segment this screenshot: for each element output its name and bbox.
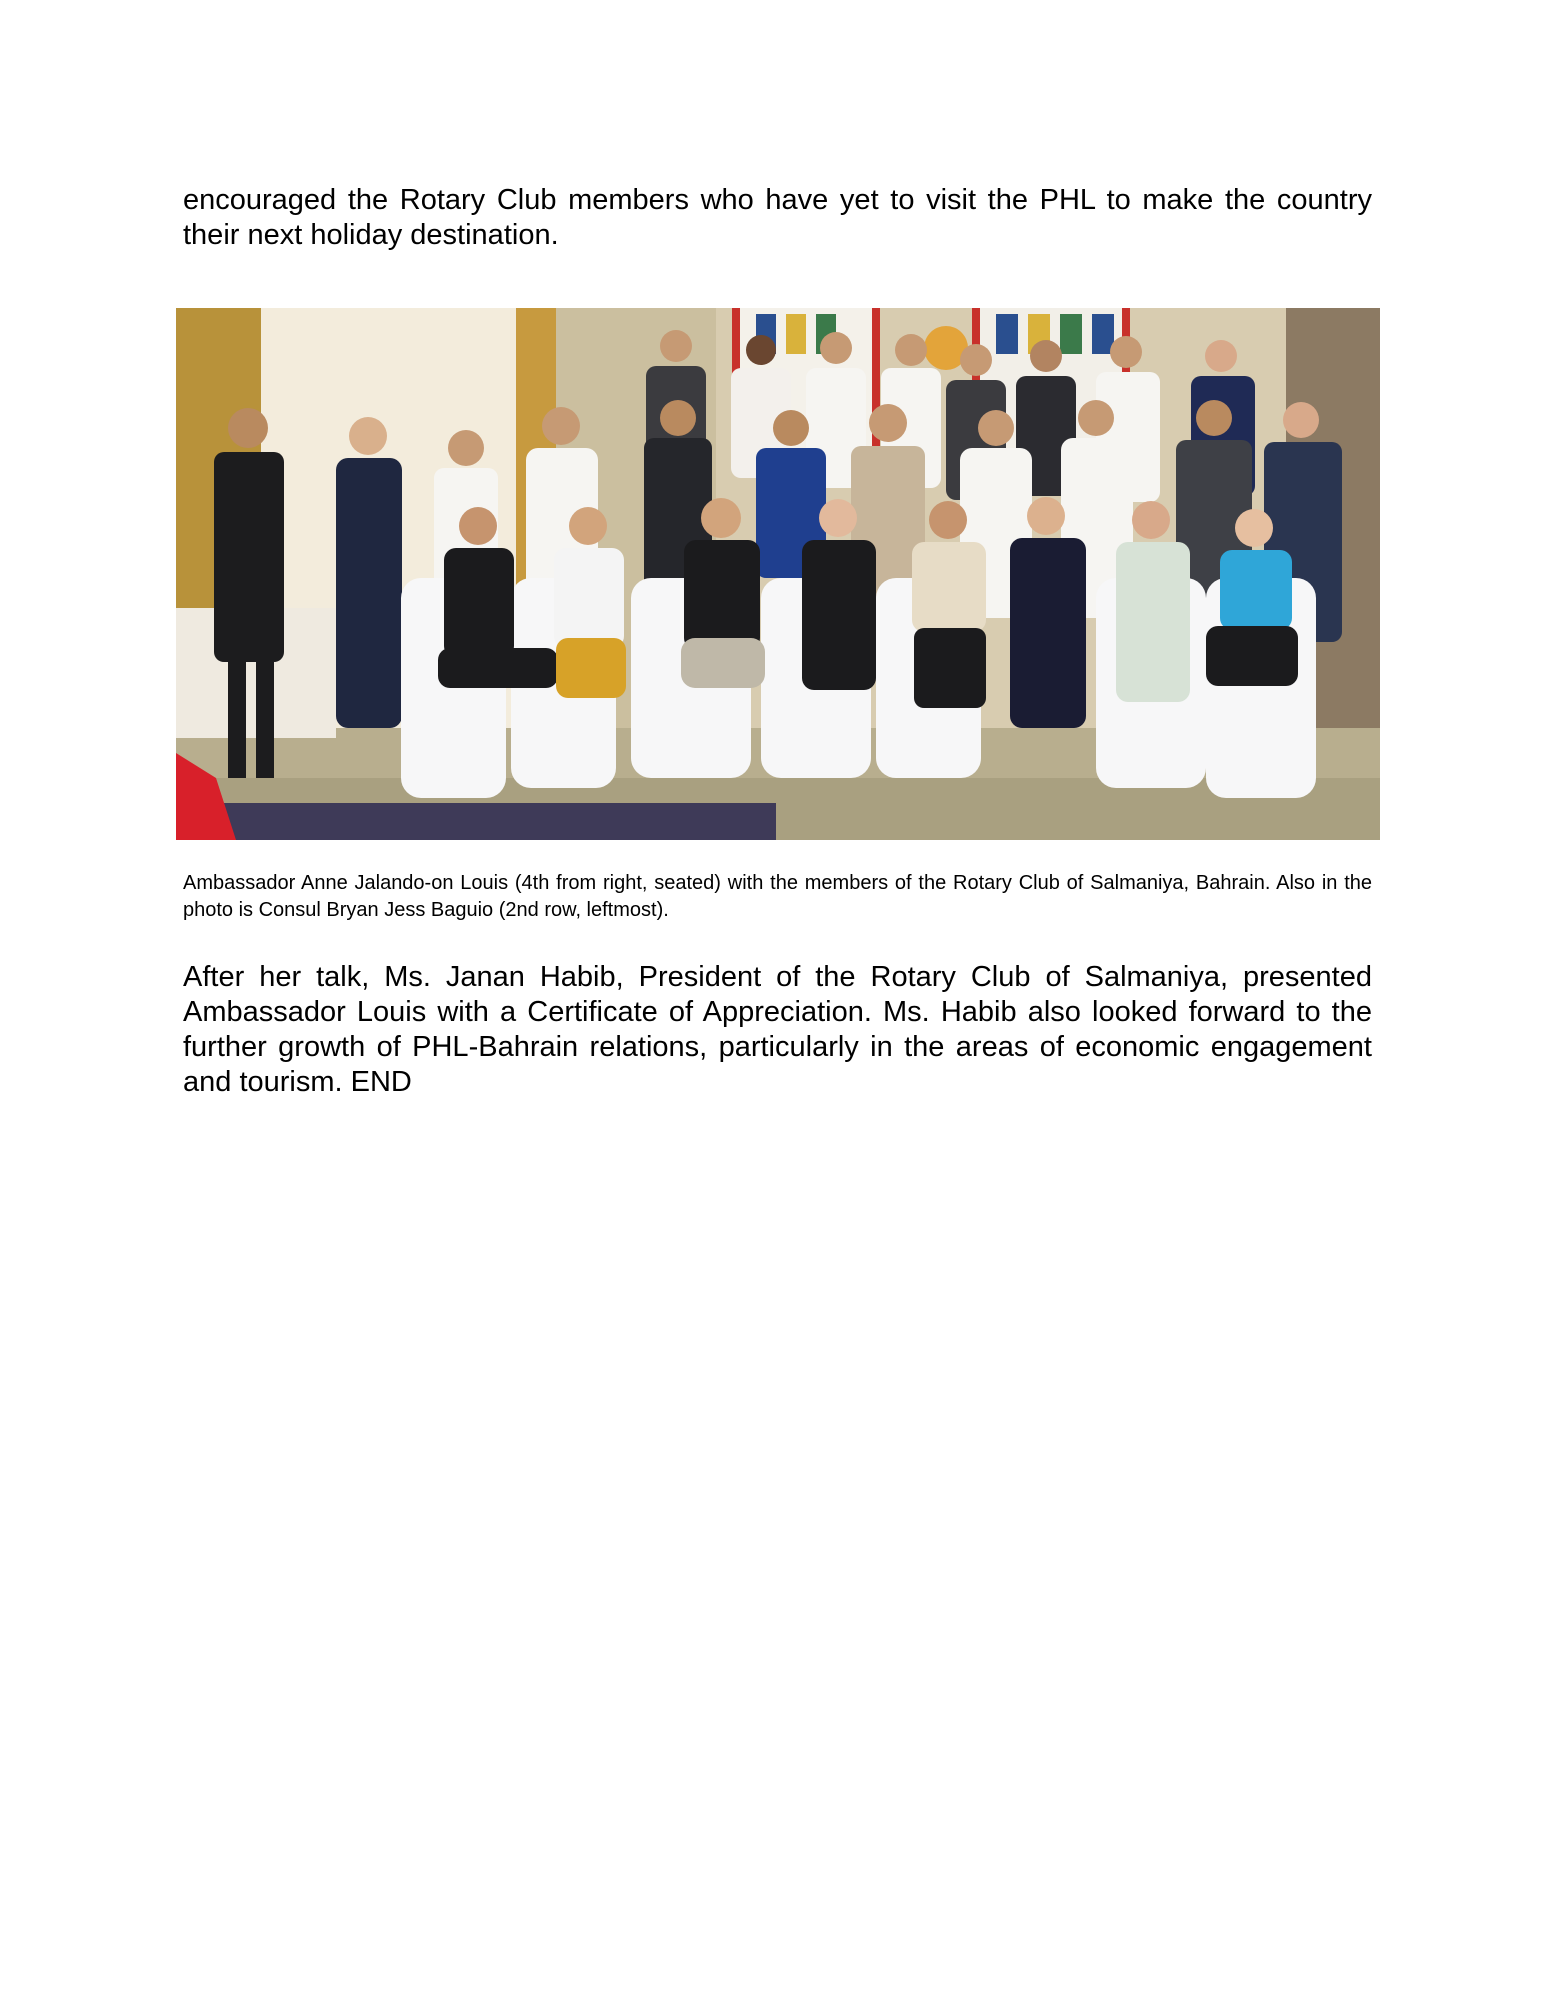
photo-caption: Ambassador Anne Jalando-on Louis (4th from right, seated) with the members of the Rotary Club of Salmaniya, Bahrain. Also in the photo is Consul Bryan Jess Baguio (2nd row, leftmost). [183, 872, 1372, 921]
body-paragraph-top: encouraged the Rotary Club members who have yet to visit the PHL to make the country their next holiday destination. [183, 184, 1372, 251]
group-photo [176, 308, 1380, 840]
group-photo-image [176, 308, 1380, 840]
body-paragraph-bottom: After her talk, Ms. Janan Habib, President of the Rotary Club of Salmaniya, presented Ambassador Louis with a Certificate of Appreciation. Ms. Habib also looked forward to the further growth of PHL-Bahrain relations, particularly in the areas of economic engagement and tourism. END [183, 961, 1372, 1098]
